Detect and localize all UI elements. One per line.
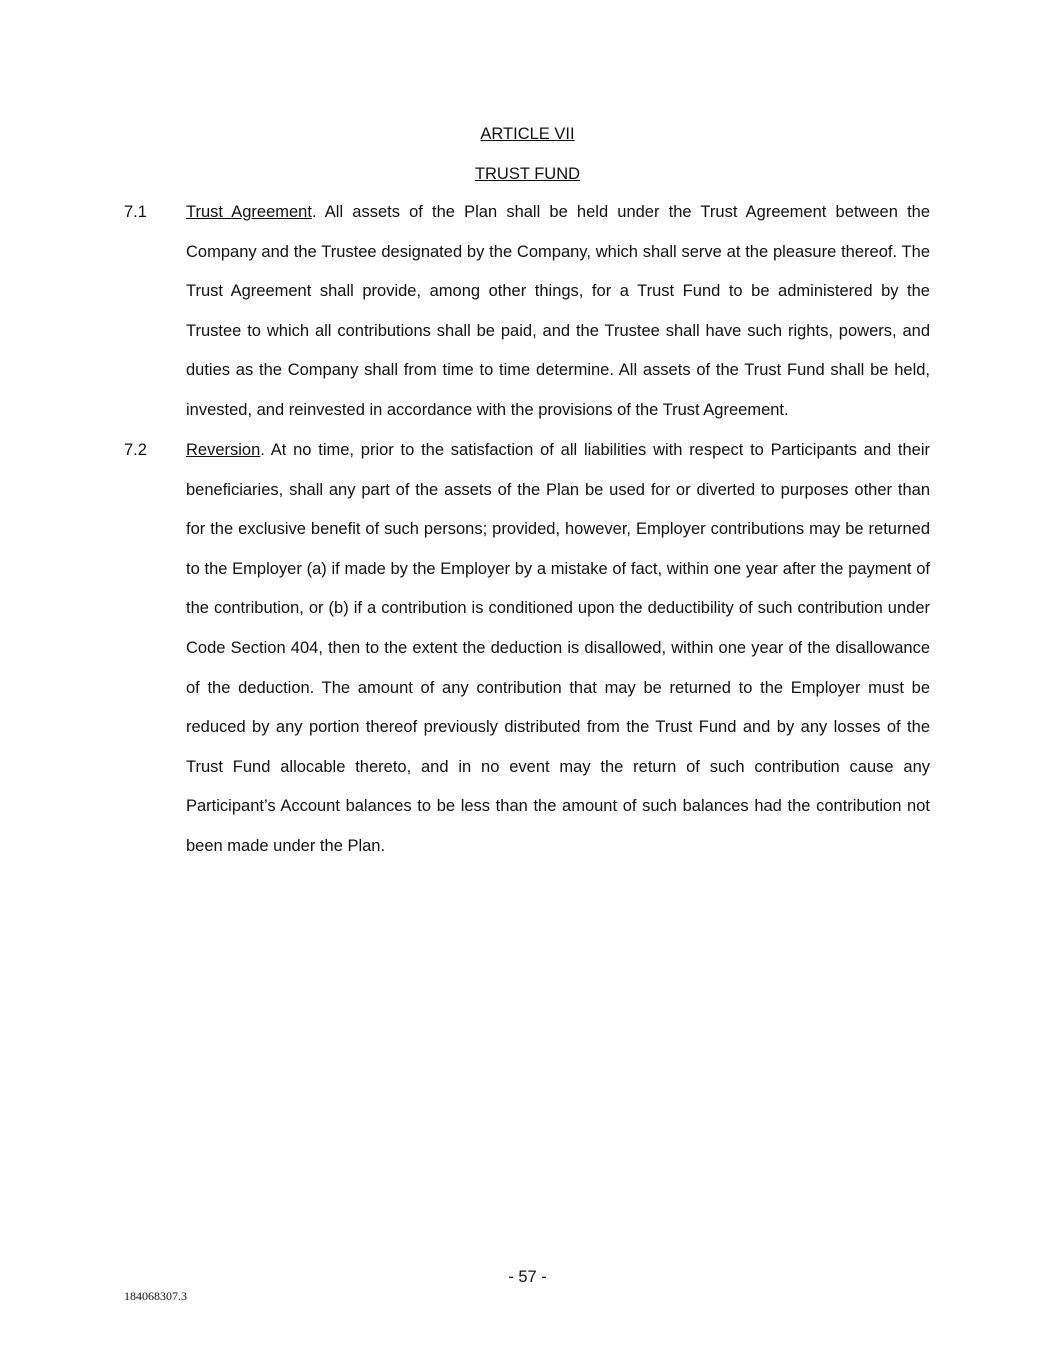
- section-number: 7.2: [124, 441, 147, 459]
- section-body: [186, 193, 930, 431]
- section-number: 7.1: [124, 203, 147, 221]
- section-body: [186, 431, 930, 867]
- page-number: - 57 -: [508, 1268, 547, 1286]
- section-text: . All assets of the Plan shall be held under the Trust Agreement between the Company and the Trustee designated by the Company, which shall serve at the pleasure thereof. The Trust Agreement shall provide, among other things, for a Trust Fund to be administered by the Trustee to which all contributions shall be paid, and the Trustee shall have such rights, powers, and duties as the Company shall from time to time determine. All assets of the Trust Fund shall be held, invested, and reinvested in accordance with the provisions of the Trust Agreement.: [186, 203, 931, 419]
- document-id: 184068307.3: [124, 1289, 187, 1303]
- section-text: . At no time, prior to the satisfaction of all liabilities with respect to Participants and their beneficiaries, shall any part of the assets of the Plan be used for or diverted to purposes other than for the exclusive benefit of such persons; provided, however, Employer contributions may be returned to the Employer (a) if made by the Employer by a mistake of fact, within one year after the payment of the contribution, or (b) if a contribution is conditioned upon the deductibility of such contribution under Code Section 404, then to the extent the deduction is disallowed, within one year of the disallowance of the deduction. The amount of any contribution that may be returned to the Employer must be reduced by any portion thereof previously distributed from the Trust Fund and by any losses of the Trust Fund allocable thereto, and in no event may the return of such contribution cause any Participant’s Account balances to be less than the amount of such balances had the contribution not been made under the Plan.: [186, 441, 930, 855]
- article-title: TRUST FUND: [474, 165, 581, 183]
- section-caption: Trust Agreement: [186, 203, 312, 221]
- section-caption: Reversion: [186, 441, 261, 459]
- article-heading: ARTICLE VII: [480, 125, 575, 143]
